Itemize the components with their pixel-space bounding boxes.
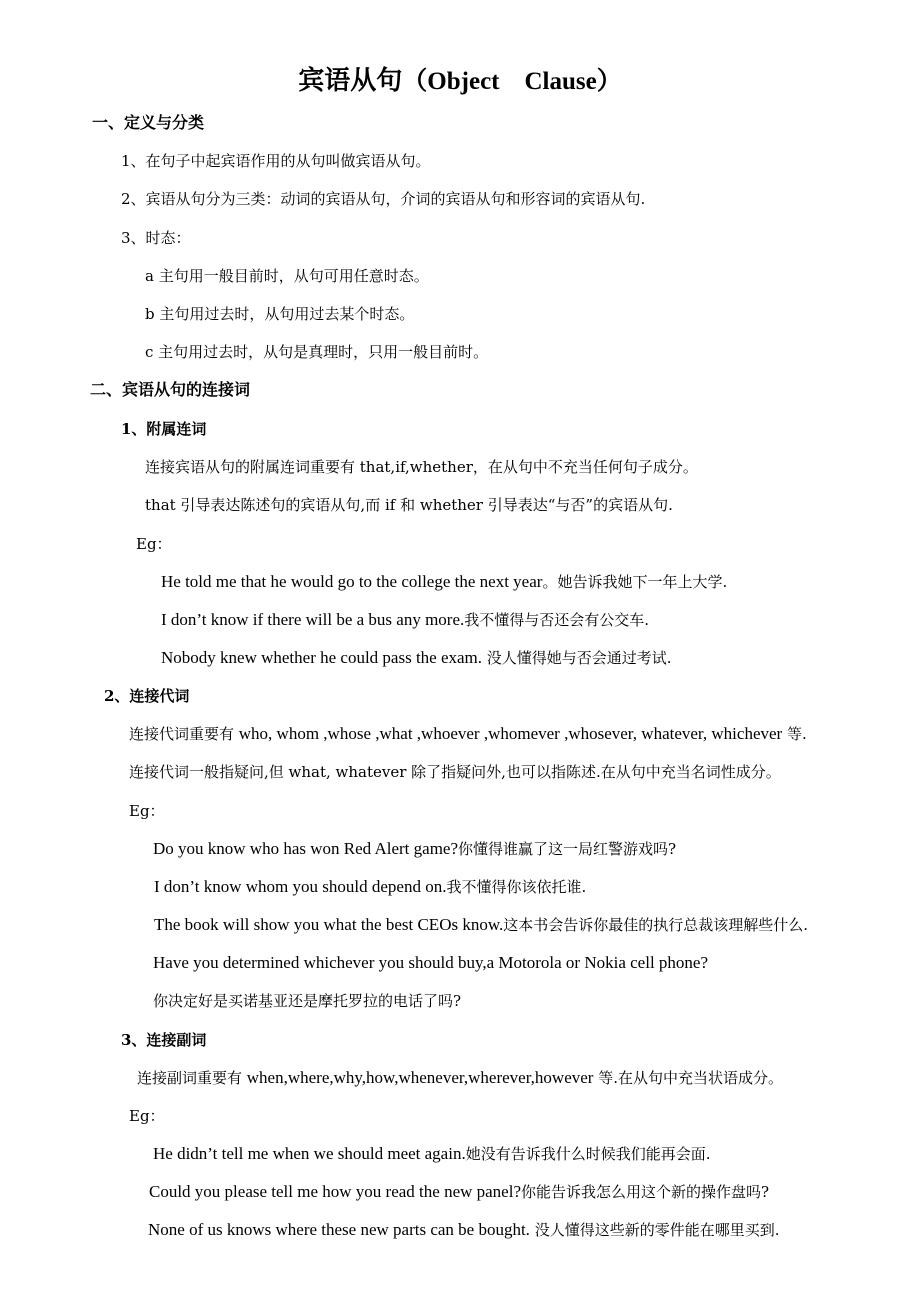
line-chinese: 连接代词重要有 — [129, 725, 239, 743]
subsection-2-line-1 — [129, 724, 807, 744]
example-line — [153, 1144, 710, 1164]
example-english: Do you know who has won Red Alert game? — [153, 839, 459, 858]
example-line — [161, 572, 727, 592]
example-chinese: 她没有告诉我什么时候我们能再会面. — [465, 1145, 711, 1163]
example-chinese: 没人懂得她与否会通过考试. — [482, 649, 672, 667]
example-chinese: 。她告诉我她下一年上大学. — [542, 573, 728, 591]
example-chinese: 我不懂得与否还会有公交车. — [464, 611, 650, 629]
section-1-heading: 一、定义与分类 — [92, 113, 205, 132]
subsection-2-line-2: 连接代词一般指疑问,但 what, whatever 除了指疑问外,也可以指陈述.在从句中充当名词性成分。 — [129, 763, 781, 781]
example-line — [154, 877, 586, 897]
section-1-item-2: 2、宾语从句分为三类：动词的宾语从句，介词的宾语从句和形容词的宾语从句. — [121, 190, 646, 208]
example-english: Could you please tell me how you read the new panel? — [149, 1182, 521, 1201]
example-line — [153, 839, 676, 859]
example-line — [153, 953, 708, 973]
line-chinese-end: 等.在从句中充当状语成分。 — [593, 1069, 784, 1087]
line-chinese: 连接副词重要有 — [137, 1069, 247, 1087]
title-chinese: 宾语从句 — [298, 66, 403, 96]
page-title — [0, 64, 920, 99]
example-chinese: 这本书会告诉你最佳的执行总裁该理解些什么. — [503, 916, 809, 934]
example-chinese: 我不懂得你该依托谁. — [446, 878, 587, 896]
section-1-item-1: 1、在句子中起宾语作用的从句叫做宾语从句。 — [121, 152, 431, 170]
example-english: I don’t know if there will be a bus any more. — [161, 610, 465, 629]
section-2-heading: 二、宾语从句的连接词 — [90, 380, 251, 399]
subsection-2-heading: 2、连接代词 — [104, 687, 190, 705]
subsection-3-eg: Eg： — [129, 1107, 165, 1125]
subsection-1-eg: Eg： — [136, 535, 172, 553]
tense-a: a 主句用一般目前时，从句可用任意时态。 — [145, 267, 429, 285]
line-english: when,where,why,how,whenever,wherever,however — [246, 1068, 594, 1087]
subsection-3-heading: 3、连接副词 — [121, 1031, 207, 1049]
example-translation: 你决定好是买诺基亚还是摩托罗拉的电话了吗? — [153, 992, 462, 1010]
example-chinese: 没人懂得这些新的零件能在哪里买到. — [529, 1221, 780, 1239]
subsection-2-eg: Eg： — [129, 802, 165, 820]
subsection-1-line-1: 连接宾语从句的附属连词重要有 that,if,whether，在从句中不充当任何句子成分。 — [145, 458, 698, 476]
example-english: The book will show you what the best CEOs know. — [154, 915, 504, 934]
example-english: I don’t know whom you should depend on. — [154, 877, 447, 896]
example-line — [149, 1182, 769, 1202]
subsection-1-line-2: that 引导表达陈述句的宾语从句,而 if 和 whether 引导表达“与否”的宾语从句. — [145, 496, 673, 514]
example-english: He didn’t tell me when we should meet again. — [153, 1144, 466, 1163]
line-chinese-end: 等. — [782, 725, 807, 743]
example-line — [154, 915, 808, 935]
line-english: who, whom ,whose ,what ,whoever ,whomever ,whosever, whatever, whichever — [238, 724, 783, 743]
example-english: Have you determined whichever you should buy,a Motorola or Nokia cell phone? — [153, 953, 709, 972]
example-line — [161, 648, 672, 668]
subsection-1-heading: 1、附属连词 — [121, 420, 207, 438]
subsection-3-line-1 — [137, 1068, 783, 1088]
example-chinese: 你懂得谁赢了这一局红警游戏吗? — [458, 840, 677, 858]
example-chinese: 你能告诉我怎么用这个新的操作盘吗? — [521, 1183, 770, 1201]
example-line — [161, 610, 649, 630]
tense-c: c 主句用过去时，从句是真理时，只用一般目前时。 — [145, 343, 489, 361]
tense-b: b 主句用过去时，从句用过去某个时态。 — [145, 305, 415, 323]
section-1-item-3: 3、时态： — [121, 229, 191, 247]
example-english: He told me that he would go to the college the next year — [161, 572, 543, 591]
example-english: Nobody knew whether he could pass the exam. — [161, 648, 483, 667]
example-line — [148, 1220, 779, 1240]
example-english: None of us knows where these new parts can be bought. — [148, 1220, 530, 1239]
title-latin: （Object Clause） — [402, 68, 622, 95]
